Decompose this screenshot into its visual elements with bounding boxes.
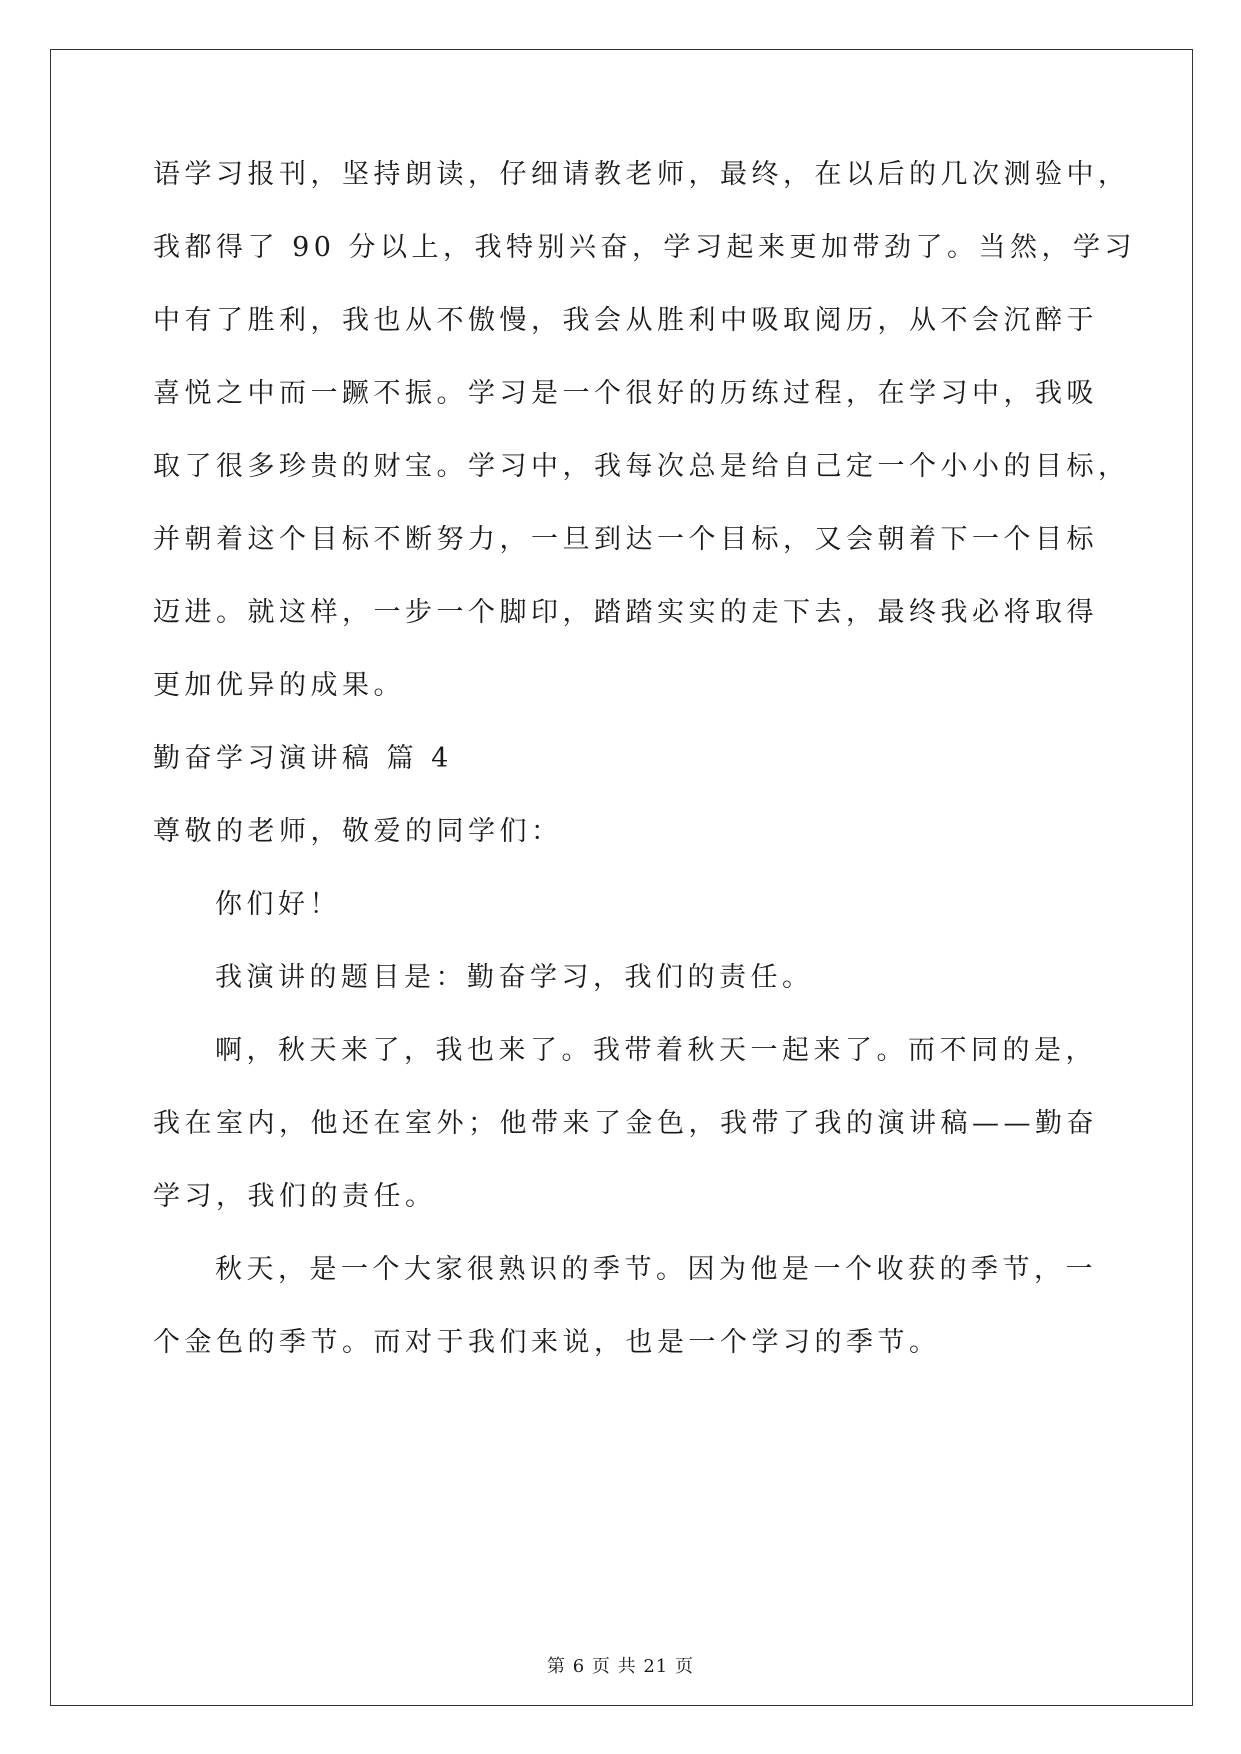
body-text-line: 并朝着这个目标不断努力，一旦到达一个目标，又会朝着下一个目标 xyxy=(153,524,1098,555)
body-text-line: 我在室内，他还在室外；他带来了金色，我带了我的演讲稿——勤奋 xyxy=(153,1108,1098,1139)
greeting: 你们好！ xyxy=(215,889,341,920)
page-border xyxy=(50,49,1193,1706)
salutation: 尊敬的老师，敬爱的同学们： xyxy=(153,816,563,847)
body-text-line: 语学习报刊，坚持朗读，仔细请教老师，最终，在以后的几次测验中， xyxy=(153,159,1130,190)
body-text-line: 个金色的季节。而对于我们来说，也是一个学习的季节。 xyxy=(153,1327,941,1358)
topic-line: 我演讲的题目是：勤奋学习，我们的责任。 xyxy=(215,962,814,993)
section-title: 勤奋学习演讲稿 篇 4 xyxy=(153,743,453,774)
body-text-line: 更加优异的成果。 xyxy=(153,670,405,701)
body-text-line: 秋天，是一个大家很熟识的季节。因为他是一个收获的季节，一 xyxy=(215,1254,1097,1285)
body-text-line: 迈进。就这样，一步一个脚印，踏踏实实的走下去，最终我必将取得 xyxy=(153,597,1098,628)
body-text-line: 中有了胜利，我也从不傲慢，我会从胜利中吸取阅历，从不会沉醉于 xyxy=(153,305,1098,336)
body-text-line: 我都得了 90 分以上，我特别兴奋，学习起来更加带劲了。当然，学习 xyxy=(153,232,1137,263)
body-text-line: 学习，我们的责任。 xyxy=(153,1181,437,1212)
body-text-line: 喜悦之中而一蹶不振。学习是一个很好的历练过程，在学习中，我吸 xyxy=(153,378,1098,409)
body-text-line: 取了很多珍贵的财宝。学习中，我每次总是给自己定一个小小的目标， xyxy=(153,451,1130,482)
page-number: 第 6 页 共 21 页 xyxy=(547,1656,694,1677)
body-text-line: 啊，秋天来了，我也来了。我带着秋天一起来了。而不同的是， xyxy=(215,1035,1097,1066)
